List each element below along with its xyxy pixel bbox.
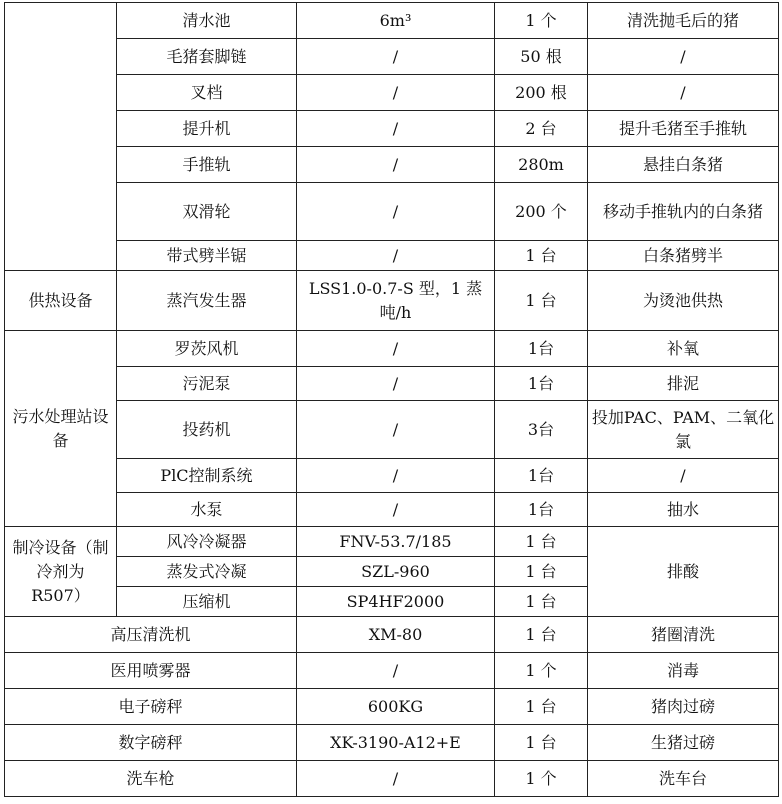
equipment-name: 压缩机: [117, 587, 297, 617]
equipment-spec: /: [297, 75, 495, 111]
equipment-name: 投药机: [117, 401, 297, 459]
category-cell: 污水处理站设备: [5, 331, 117, 527]
equipment-name: 高压清洗机: [5, 617, 297, 653]
table-row: [5, 183, 779, 241]
equipment-name: 提升机: [117, 111, 297, 147]
equipment-spec: LSS1.0-0.7-S 型，1 蒸吨/h: [297, 271, 495, 331]
table-row: [5, 3, 779, 39]
equipment-use: 排酸: [588, 527, 779, 617]
equipment-qty: 1台: [495, 331, 588, 367]
equipment-qty: 3台: [495, 401, 588, 459]
equipment-spec: /: [297, 493, 495, 527]
equipment-spec: /: [297, 761, 495, 797]
equipment-spec: XK-3190-A12+E: [297, 725, 495, 761]
equipment-name: 医用喷雾器: [5, 653, 297, 689]
equipment-use: 猪圈清洗: [588, 617, 779, 653]
equipment-use: /: [588, 39, 779, 75]
table-row: [5, 617, 779, 653]
equipment-name: 水泵: [117, 493, 297, 527]
table-row: [5, 331, 779, 367]
equipment-name: 毛猪套脚链: [117, 39, 297, 75]
equipment-qty: 1 台: [495, 587, 588, 617]
equipment-spec: /: [297, 401, 495, 459]
table-row: [5, 401, 779, 459]
equipment-use: /: [588, 75, 779, 111]
equipment-spec: SZL-960: [297, 557, 495, 587]
category-cell-empty: [5, 3, 117, 271]
equipment-qty: 1 台: [495, 241, 588, 271]
table-row: [5, 527, 779, 557]
equipment-name: 罗茨风机: [117, 331, 297, 367]
equipment-spec: /: [297, 331, 495, 367]
equipment-qty: 1台: [495, 493, 588, 527]
equipment-spec: 6m³: [297, 3, 495, 39]
equipment-use: 排泥: [588, 367, 779, 401]
equipment-use: 悬挂白条猪: [588, 147, 779, 183]
equipment-use: 猪肉过磅: [588, 689, 779, 725]
equipment-spec: SP4HF2000: [297, 587, 495, 617]
equipment-name: 数字磅秤: [5, 725, 297, 761]
equipment-spec: /: [297, 111, 495, 147]
equipment-qty: 1台: [495, 367, 588, 401]
equipment-spec: /: [297, 147, 495, 183]
category-cell: 供热设备: [5, 271, 117, 331]
equipment-qty: 1 个: [495, 761, 588, 797]
table-row: [5, 75, 779, 111]
category-cell: 制冷设备（制冷剂为 R507）: [5, 527, 117, 617]
equipment-table: [4, 2, 779, 797]
equipment-name: 蒸汽发生器: [117, 271, 297, 331]
table-row: [5, 271, 779, 331]
equipment-spec: /: [297, 367, 495, 401]
table-row: [5, 493, 779, 527]
equipment-use: 白条猪劈半: [588, 241, 779, 271]
equipment-use: 投加PAC、PAM、二氧化氯: [588, 401, 779, 459]
equipment-name: 带式劈半锯: [117, 241, 297, 271]
equipment-spec: FNV-53.7/185: [297, 527, 495, 557]
equipment-spec: /: [297, 241, 495, 271]
equipment-qty: 1 个: [495, 653, 588, 689]
table-row: [5, 367, 779, 401]
equipment-qty: 1 台: [495, 689, 588, 725]
equipment-qty: 1 个: [495, 3, 588, 39]
equipment-name: 双滑轮: [117, 183, 297, 241]
equipment-use: 生猪过磅: [588, 725, 779, 761]
equipment-name: PlC控制系统: [117, 459, 297, 493]
equipment-name: 污泥泵: [117, 367, 297, 401]
equipment-name: 叉档: [117, 75, 297, 111]
equipment-qty: 200 根: [495, 75, 588, 111]
equipment-spec: /: [297, 459, 495, 493]
equipment-qty: 1 台: [495, 557, 588, 587]
table-row: [5, 39, 779, 75]
equipment-use: 消毒: [588, 653, 779, 689]
equipment-use: 移动手推轨内的白条猪: [588, 183, 779, 241]
equipment-use: 提升毛猪至手推轨: [588, 111, 779, 147]
equipment-spec: /: [297, 653, 495, 689]
table-row: [5, 725, 779, 761]
equipment-use: 洗车台: [588, 761, 779, 797]
table-row: [5, 653, 779, 689]
equipment-qty: 1 台: [495, 271, 588, 331]
equipment-name: 洗车枪: [5, 761, 297, 797]
equipment-qty: 200 个: [495, 183, 588, 241]
equipment-use: 补氧: [588, 331, 779, 367]
equipment-spec: XM-80: [297, 617, 495, 653]
table-row: [5, 459, 779, 493]
equipment-qty: 1 台: [495, 617, 588, 653]
equipment-name: 电子磅秤: [5, 689, 297, 725]
equipment-name: 风冷冷凝器: [117, 527, 297, 557]
equipment-use: 抽水: [588, 493, 779, 527]
equipment-spec: /: [297, 39, 495, 75]
table-row: [5, 689, 779, 725]
equipment-name: 蒸发式冷凝: [117, 557, 297, 587]
table-row: [5, 241, 779, 271]
equipment-name: 清水池: [117, 3, 297, 39]
equipment-spec: /: [297, 183, 495, 241]
equipment-use: /: [588, 459, 779, 493]
table-row: [5, 147, 779, 183]
equipment-qty: 280m: [495, 147, 588, 183]
equipment-qty: 1 台: [495, 527, 588, 557]
table-row: [5, 111, 779, 147]
table-row: [5, 761, 779, 797]
equipment-qty: 2 台: [495, 111, 588, 147]
equipment-qty: 1 台: [495, 725, 588, 761]
equipment-qty: 1台: [495, 459, 588, 493]
equipment-use: 为烫池供热: [588, 271, 779, 331]
equipment-name: 手推轨: [117, 147, 297, 183]
equipment-use: 清洗抛毛后的猪: [588, 3, 779, 39]
equipment-spec: 600KG: [297, 689, 495, 725]
equipment-qty: 50 根: [495, 39, 588, 75]
